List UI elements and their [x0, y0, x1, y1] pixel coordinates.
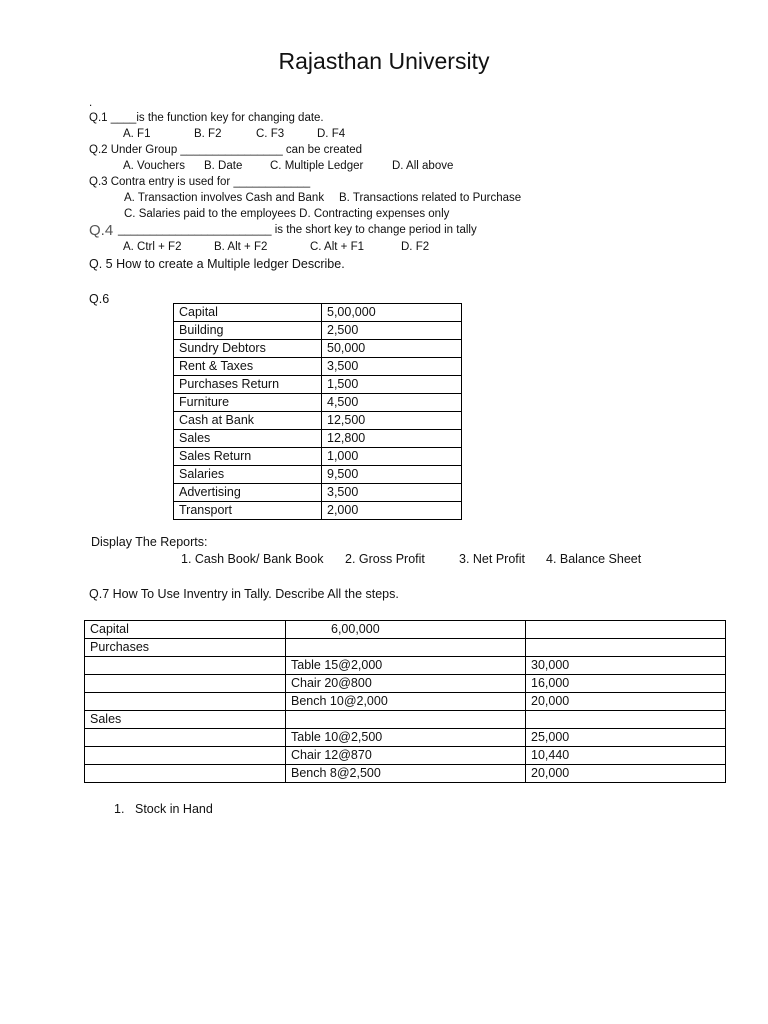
account-amount: 12,500 [322, 412, 462, 430]
q3-option-b: B. Transactions related to Purchase [339, 192, 522, 204]
q2-option-c: C. Multiple Ledger [270, 160, 364, 172]
q2-option-d: D. All above [392, 160, 454, 172]
account-amount: 5,00,000 [322, 304, 462, 322]
stock-number: 1. [114, 802, 125, 816]
account-amount: 1,000 [322, 448, 462, 466]
reports-heading: Display The Reports: [91, 535, 208, 549]
table-row [174, 484, 462, 502]
table-row [174, 376, 462, 394]
account-name: Rent & Taxes [174, 358, 322, 376]
table-row [174, 358, 462, 376]
account-name: Sales Return [174, 448, 322, 466]
entry-group: Sales [85, 711, 286, 729]
q1-text: Q.1 ____is the function key for changing date. [89, 112, 324, 124]
entry-detail: Table 15@2,000 [286, 657, 526, 675]
table-row [85, 693, 726, 711]
q2-text: Q.2 Under Group ________________ can be created [89, 144, 363, 156]
account-name: Furniture [174, 394, 322, 412]
stock-text: Stock in Hand [135, 802, 213, 816]
entry-detail [286, 639, 526, 657]
account-name: Sundry Debtors [174, 340, 322, 358]
table-row [174, 412, 462, 430]
entry-amount [526, 621, 726, 639]
entry-amount: 10,440 [526, 747, 726, 765]
account-amount: 50,000 [322, 340, 462, 358]
table-row [174, 322, 462, 340]
table-row [174, 430, 462, 448]
table-row [85, 747, 726, 765]
entry-group: Capital [85, 621, 286, 639]
entry-detail: Table 10@2,500 [286, 729, 526, 747]
q6-table [173, 303, 462, 520]
account-name: Capital [174, 304, 322, 322]
table-row [85, 711, 726, 729]
q4-label: Q.4 [89, 222, 114, 239]
account-amount: 2,500 [322, 322, 462, 340]
q1-option-c: C. F3 [256, 128, 285, 140]
account-amount: 2,000 [322, 502, 462, 520]
q4-option-b: B. Alt + F2 [214, 241, 268, 253]
report-item: 2. Gross Profit [345, 552, 425, 566]
q3-option-a: A. Transaction involves Cash and Bank [124, 192, 325, 204]
entry-detail [286, 711, 526, 729]
q4-option-c: C. Alt + F1 [310, 241, 365, 253]
report-item: 4. Balance Sheet [546, 552, 642, 566]
table-row [85, 765, 726, 783]
account-amount: 3,500 [322, 484, 462, 502]
account-name: Transport [174, 502, 322, 520]
q1-option-b: B. F2 [194, 128, 222, 140]
account-amount: 3,500 [322, 358, 462, 376]
account-name: Advertising [174, 484, 322, 502]
entry-amount: 25,000 [526, 729, 726, 747]
entry-amount: 20,000 [526, 693, 726, 711]
report-item: 3. Net Profit [459, 552, 525, 566]
entry-group [85, 747, 286, 765]
entry-group [85, 729, 286, 747]
entry-amount: 16,000 [526, 675, 726, 693]
table-row [85, 621, 726, 639]
stray-dot: . [89, 97, 93, 109]
table-row [174, 448, 462, 466]
q1-option-d: D. F4 [317, 128, 346, 140]
q4-option-d: D. F2 [401, 241, 430, 253]
account-name: Cash at Bank [174, 412, 322, 430]
q6-label: Q.6 [89, 292, 110, 306]
q2-option-a: A. Vouchers [123, 160, 186, 172]
table-row [174, 394, 462, 412]
table-row [174, 502, 462, 520]
table-row [85, 729, 726, 747]
account-amount: 9,500 [322, 466, 462, 484]
entry-group [85, 675, 286, 693]
q7-text: Q.7 How To Use Inventry in Tally. Describe All the steps. [89, 587, 399, 601]
table-row [85, 657, 726, 675]
entry-detail: Bench 10@2,000 [286, 693, 526, 711]
account-amount: 4,500 [322, 394, 462, 412]
q3-options-cd: C. Salaries paid to the employees D. Contracting expenses only [124, 208, 450, 220]
entry-group [85, 657, 286, 675]
table-row [174, 340, 462, 358]
table-row [85, 639, 726, 657]
table-row [85, 675, 726, 693]
q5-text: Q. 5 How to create a Multiple ledger Describe. [89, 257, 345, 271]
account-name: Sales [174, 430, 322, 448]
entry-amount: 20,000 [526, 765, 726, 783]
entry-group: Purchases [85, 639, 286, 657]
q4-option-a: A. Ctrl + F2 [123, 241, 182, 253]
table-row [174, 466, 462, 484]
page-title: Rajasthan University [278, 48, 490, 74]
entry-detail: Chair 12@870 [286, 747, 526, 765]
entry-amount [526, 639, 726, 657]
entry-detail: Chair 20@800 [286, 675, 526, 693]
entry-amount [526, 711, 726, 729]
account-name: Building [174, 322, 322, 340]
entry-amount: 30,000 [526, 657, 726, 675]
q3-text: Q.3 Contra entry is used for ____________ [89, 176, 311, 188]
report-item: 1. Cash Book/ Bank Book [181, 552, 324, 566]
q4-text: ________________________ is the short key to change period in tally [118, 224, 477, 236]
account-amount: 12,800 [322, 430, 462, 448]
account-amount: 1,500 [322, 376, 462, 394]
account-name: Salaries [174, 466, 322, 484]
entry-group [85, 693, 286, 711]
entry-detail: Bench 8@2,500 [286, 765, 526, 783]
table-row [174, 304, 462, 322]
account-name: Purchases Return [174, 376, 322, 394]
entry-detail: 6,00,000 [286, 621, 526, 639]
q7-table [84, 620, 726, 783]
q1-option-a: A. F1 [123, 128, 151, 140]
q2-option-b: B. Date [204, 160, 243, 172]
entry-group [85, 765, 286, 783]
